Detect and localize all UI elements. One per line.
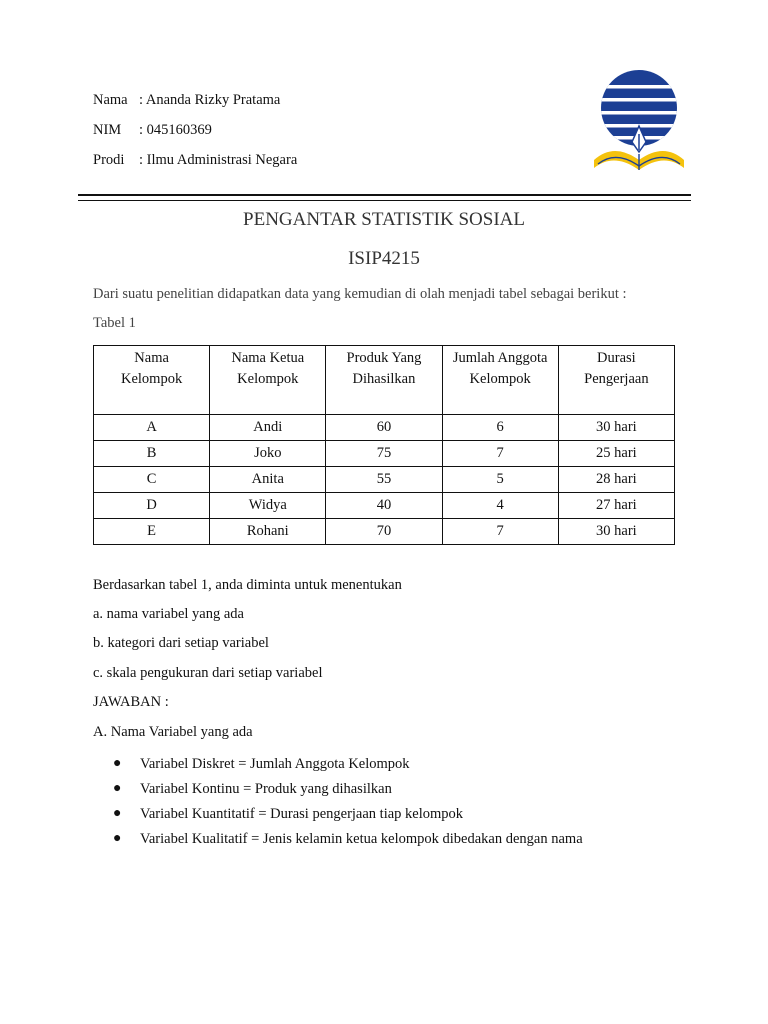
table-cell: 25 hari [558, 441, 674, 467]
table-header-cell [326, 346, 442, 415]
list-item-text: Variabel Kualitatif = Jenis kelamin ketua kelompok dibedakan dengan nama [140, 831, 583, 847]
identity-row-nim [93, 119, 297, 149]
table-cell: B [94, 441, 210, 467]
question-b: b. kategori dari setiap variabel [93, 635, 269, 651]
prodi-label: Prodi [93, 152, 125, 168]
data-table [93, 345, 675, 545]
table-cell: Widya [210, 493, 326, 519]
table-caption: Tabel 1 [93, 315, 136, 331]
bullet-icon: ● [113, 831, 122, 846]
list-item [113, 779, 583, 804]
identity-row-prodi [93, 149, 297, 179]
table-cell: 60 [326, 415, 442, 441]
table-header-cell [210, 346, 326, 415]
list-item-text: Variabel Diskret = Jumlah Anggota Kelompok [140, 756, 410, 772]
intro-paragraph: Dari suatu penelitian didapatkan data yang kemudian di olah menjadi tabel sebagai berikut : [93, 286, 627, 302]
table-header-cell [442, 346, 558, 415]
table-row [94, 493, 675, 519]
answer-list [113, 754, 583, 854]
table-cell: 7 [442, 441, 558, 467]
table-row [94, 467, 675, 493]
header-line: Pengerjaan [584, 371, 649, 387]
header-line: Produk Yang [346, 350, 422, 366]
header-line: Nama [134, 350, 169, 366]
university-logo-icon [592, 68, 686, 176]
header-line: Dihasilkan [352, 371, 416, 387]
table-row [94, 415, 675, 441]
table-cell: 27 hari [558, 493, 674, 519]
table-row [94, 441, 675, 467]
table-cell: 7 [442, 519, 558, 545]
header-line: Kelompok [237, 371, 299, 387]
table-cell: C [94, 467, 210, 493]
list-item [113, 804, 583, 829]
table-cell: 40 [326, 493, 442, 519]
table-cell: Anita [210, 467, 326, 493]
header-line: Jumlah Anggota [452, 350, 548, 366]
section-a-heading: A. Nama Variabel yang ada [93, 724, 253, 740]
prodi-value: : Ilmu Administrasi Negara [139, 152, 298, 168]
table-cell: 75 [326, 441, 442, 467]
list-item-text: Variabel Kontinu = Produk yang dihasilkan [140, 781, 392, 797]
table-cell: Rohani [210, 519, 326, 545]
question-c: c. skala pengukuran dari setiap variabel [93, 665, 323, 681]
nama-value: : Ananda Rizky Pratama [139, 92, 281, 108]
header-divider-thick [78, 194, 691, 196]
table-cell: 55 [326, 467, 442, 493]
table-cell: Joko [210, 441, 326, 467]
question-a: a. nama variabel yang ada [93, 606, 244, 622]
list-item-text: Variabel Kuantitatif = Durasi pengerjaan tiap kelompok [140, 806, 464, 822]
header-line: Nama Ketua [231, 350, 305, 366]
identity-row-nama [93, 89, 297, 119]
header-line: Kelompok [120, 371, 183, 387]
nim-value: : 045160369 [139, 122, 212, 138]
course-code: ISIP4215 [348, 248, 420, 269]
header-line: Kelompok [469, 371, 531, 387]
table-cell: 6 [442, 415, 558, 441]
list-item [113, 754, 583, 779]
table-cell: 4 [442, 493, 558, 519]
answer-heading: JAWABAN : [93, 694, 169, 710]
question-intro: Berdasarkan tabel 1, anda diminta untuk menentukan [93, 577, 402, 593]
bullet-icon: ● [113, 781, 122, 796]
table-cell: E [94, 519, 210, 545]
bullet-icon: ● [113, 806, 122, 821]
table-cell: D [94, 493, 210, 519]
table-cell: Andi [210, 415, 326, 441]
table-header-cell [558, 346, 674, 415]
table-cell: 5 [442, 467, 558, 493]
document-title: PENGANTAR STATISTIK SOSIAL [243, 209, 525, 230]
table-header-cell [94, 346, 210, 415]
header-divider-thin [78, 200, 691, 201]
header-line: Durasi [597, 350, 636, 366]
nim-label: NIM [93, 122, 122, 138]
nama-label: Nama [93, 92, 128, 108]
table-cell: 28 hari [558, 467, 674, 493]
table-cell: 30 hari [558, 519, 674, 545]
table-cell: 30 hari [558, 415, 674, 441]
table-cell: 70 [326, 519, 442, 545]
table-cell: A [94, 415, 210, 441]
table-row [94, 519, 675, 545]
table-header-row [94, 346, 675, 415]
student-identity [93, 89, 297, 179]
list-item [113, 829, 583, 854]
bullet-icon: ● [113, 756, 122, 771]
